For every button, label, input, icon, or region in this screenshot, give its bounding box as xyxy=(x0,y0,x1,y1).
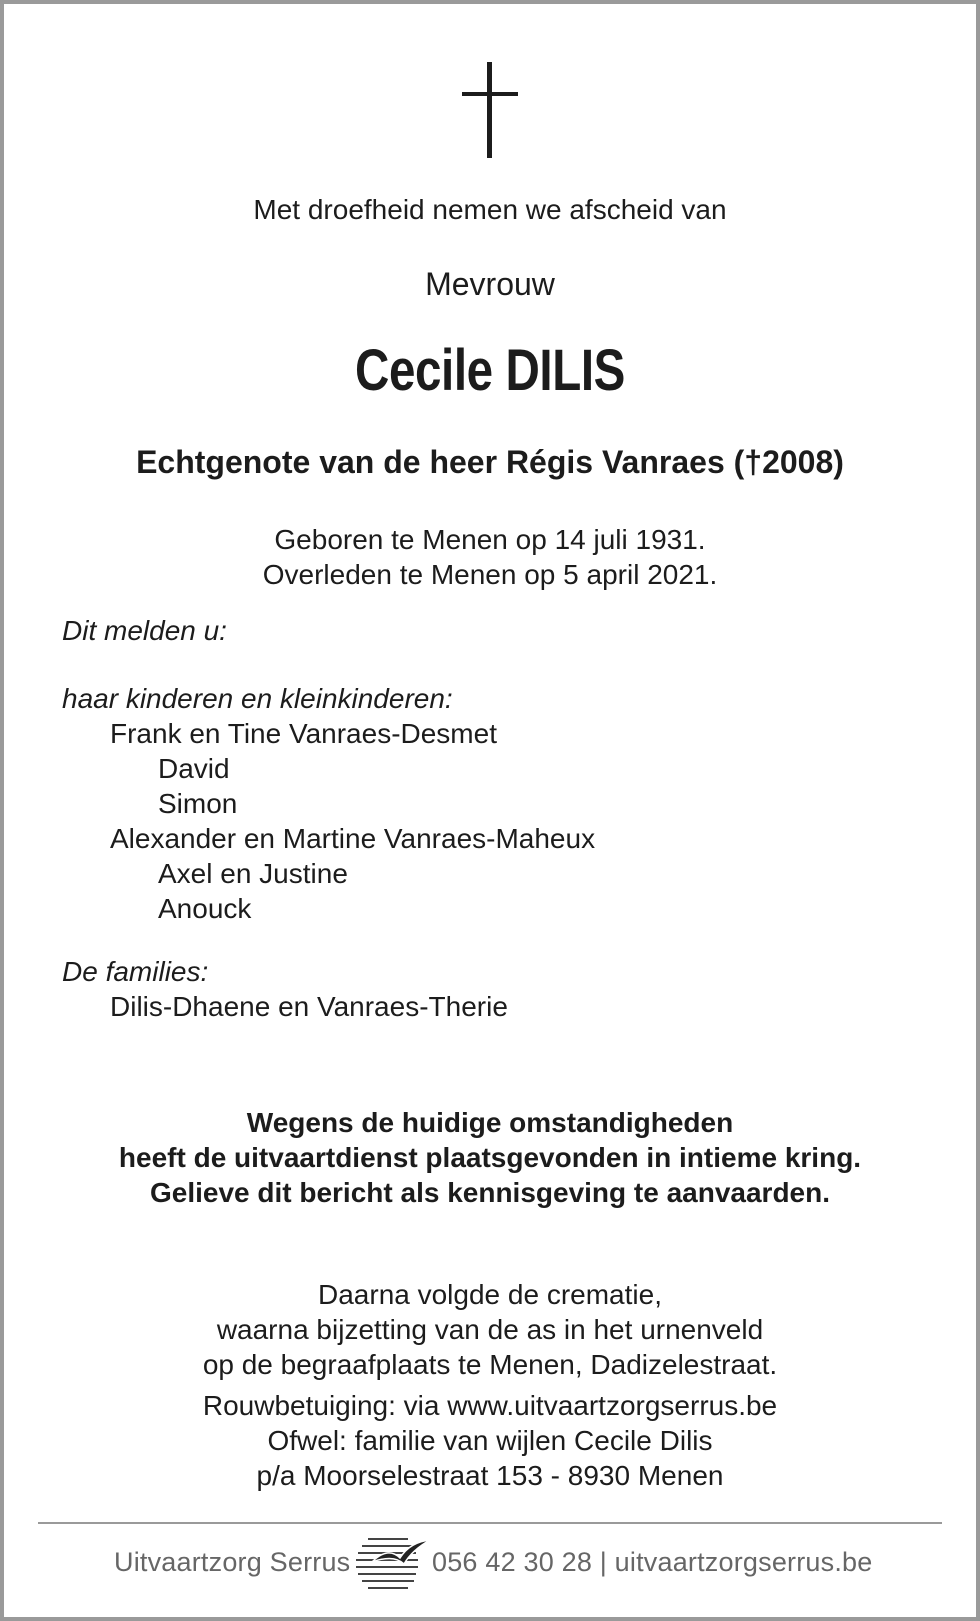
grandchild-line: David xyxy=(158,753,230,784)
deceased-name: Cecile DILIS xyxy=(355,338,625,403)
contact-block xyxy=(4,1388,976,1493)
families-heading: De families: xyxy=(62,956,209,987)
footer-divider xyxy=(38,1522,942,1524)
intro-line: Met droefheid nemen we afscheid van xyxy=(253,194,727,225)
death-line: Overleden te Menen op 5 april 2021. xyxy=(262,559,718,590)
dates-block xyxy=(4,522,976,592)
notice-line: heeft de uitvaartdienst plaatsgevonden in intieme kring. xyxy=(118,1142,862,1173)
children-block xyxy=(62,681,595,926)
grandchild-line: Simon xyxy=(158,788,238,819)
families-block xyxy=(62,954,508,1024)
cremation-line: Daarna volgde de crematie, xyxy=(318,1279,662,1310)
funeral-company-name: Uitvaartzorg Serrus xyxy=(114,1547,351,1577)
address-line: p/a Moorselestraat 153 - 8930 Menen xyxy=(256,1460,724,1491)
family-line: Frank en Tine Vanraes-Desmet xyxy=(110,718,497,749)
cremation-line: op de begraafplaats te Menen, Dadizelestraat. xyxy=(202,1349,778,1380)
families-line: Dilis-Dhaene en Vanraes-Therie xyxy=(110,991,508,1022)
children-heading: haar kinderen en kleinkinderen: xyxy=(62,683,453,714)
seagull-waves-logo-icon xyxy=(348,1532,432,1598)
notice-line: Wegens de huidige omstandigheden xyxy=(246,1107,734,1138)
condolence-line: Rouwbetuiging: via www.uitvaartzorgserrus.be xyxy=(202,1390,778,1421)
family-line: Alexander en Martine Vanraes-Maheux xyxy=(110,823,596,854)
announcers-heading: Dit melden u: xyxy=(62,615,227,646)
grandchild-line: Axel en Justine xyxy=(158,858,348,889)
grandchild-line: Anouck xyxy=(158,893,252,924)
family-contact-line: Ofwel: familie van wijlen Cecile Dilis xyxy=(267,1425,713,1456)
cross-icon xyxy=(4,62,976,162)
cremation-block xyxy=(4,1277,976,1382)
honorific: Mevrouw xyxy=(425,266,555,302)
cremation-line: waarna bijzetting van de as in het urnenveld xyxy=(216,1314,764,1345)
notice-block xyxy=(4,1105,976,1210)
notice-line: Gelieve dit bericht als kennisgeving te aanvaarden. xyxy=(149,1177,831,1208)
funeral-company-contact: 056 42 30 28 | uitvaartzorgserrus.be xyxy=(432,1547,873,1577)
birth-line: Geboren te Menen op 14 juli 1931. xyxy=(274,524,706,555)
spouse-line: Echtgenote van de heer Régis Vanraes (†2008) xyxy=(136,444,844,480)
